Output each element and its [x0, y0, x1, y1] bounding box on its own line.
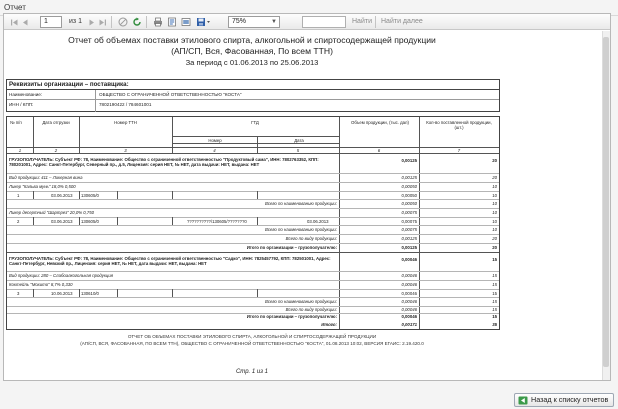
- chevron-down-icon: ▼: [271, 19, 277, 25]
- shipments-table: [6, 116, 500, 322]
- product-total-label: Всего по наименованию продукции:: [264, 299, 337, 304]
- divider: [7, 99, 499, 100]
- org-total-volume: 0,00125: [401, 245, 417, 250]
- product-kind-row: Вид продукции: 411 – Ликерная вина: [9, 175, 83, 180]
- window-title: Отчет: [4, 3, 26, 12]
- divider: [7, 89, 499, 90]
- col-divider: [79, 289, 80, 297]
- product-name-qty: 10: [492, 184, 497, 189]
- col-header-qty: Кол-во поставленной продукции, (шт.): [426, 120, 492, 130]
- org-total-label: Итого по организации – грузополучателю:: [246, 245, 337, 250]
- find-button[interactable]: Найти: [352, 18, 372, 25]
- stop-icon[interactable]: [117, 16, 128, 28]
- report-subtitle: (АП/СП, Вся, Фасованная, По всем ТТН): [171, 46, 333, 56]
- col-divider: [419, 321, 420, 329]
- shipment-qty: 10: [492, 193, 497, 198]
- col-header-volume: Объем продукции, (тыс. дал): [351, 120, 409, 125]
- product-name-qty: 15: [492, 282, 497, 287]
- product-total-qty: 15: [492, 299, 497, 304]
- product-total-volume: 0,00050: [401, 201, 417, 206]
- scrollbar-thumb[interactable]: [603, 37, 609, 367]
- report-period: За период с 01.06.2013 по 25.06.2013: [185, 58, 319, 67]
- col-divider: [117, 217, 118, 225]
- col-divider: [339, 153, 340, 321]
- next-page-icon[interactable]: [86, 16, 96, 28]
- print-icon[interactable]: [152, 16, 163, 28]
- col-number: 3: [124, 148, 127, 153]
- shipment-date: 03.06.2013: [51, 219, 73, 224]
- consignee-row: ГРУЗОПОЛУЧАТЕЛЬ: Субъект РФ: 78, Наименование: Общество с ограниченной ответственностью "Продуктовый сама", ИНН: 7802763352, КПП: 780201001, Адрес: Санкт-Петербург, Северный пр., д.5, Лицензия: серия НЕТ, № НЕТ, дата выдачи: НЕТ, выдана: НЕТ: [9, 157, 319, 167]
- col-divider: [172, 191, 173, 199]
- product-name-row: Ликер десертный "Шартрез" 20,0% 0,750: [9, 210, 95, 215]
- product-name-volume: 0,00050: [401, 184, 417, 189]
- kind-total-qty: 15: [492, 307, 497, 312]
- shipment-volume: 0,00075: [401, 219, 417, 224]
- report-footer-line2: (АП/СП, ВСЯ, ФАСОВАННАЯ, ПО ВСЕМ ТТН), ОБЩЕСТВО С ОГРАНИЧЕННОЙ ОТВЕТСТВЕННОСТЬЮ "КОСТА", 01.08.2013 10:02, ВЕРСИЯ ЕГАИС: 2.19.420.0: [80, 341, 424, 346]
- product-total-qty: 10: [492, 201, 497, 206]
- col-divider: [117, 191, 118, 199]
- row-divider: [7, 225, 499, 226]
- supplier-inn-value: 7802190422 / 784601001: [99, 102, 152, 107]
- row-divider: [172, 143, 339, 144]
- report-title: Отчет об объемах поставки этилового спирта, алкогольной и спиртосодержащей продукции: [68, 35, 436, 45]
- shipment-num: 1: [17, 193, 20, 198]
- consignee-qty: 20: [492, 158, 497, 163]
- supplier-inn-label: ИНН / КПП:: [9, 102, 34, 107]
- col-header-ttn: Номер ТТН: [114, 120, 137, 125]
- col-number: 5: [296, 148, 300, 153]
- kind-total-label: Всего по виду продукции:: [285, 307, 337, 312]
- divider: [95, 90, 96, 112]
- row-divider: [172, 136, 339, 137]
- col-divider: [172, 217, 173, 225]
- col-divider: [257, 217, 258, 225]
- col-number: 1: [18, 148, 22, 153]
- col-divider: [33, 191, 34, 199]
- shipment-gtd-date: 03.06.2013: [307, 219, 329, 224]
- col-header-date: Дата отгрузки: [42, 120, 70, 125]
- col-divider: [172, 289, 173, 297]
- page-setup-icon[interactable]: [180, 16, 191, 28]
- print-layout-icon[interactable]: [166, 16, 177, 28]
- shipment-qty: 15: [492, 291, 497, 296]
- zoom-value: 75%: [232, 18, 247, 25]
- col-divider: [257, 289, 258, 297]
- product-kind-row: Вид продукции: 280 – Слабоалкогольная продукция: [9, 273, 114, 278]
- col-divider: [419, 153, 420, 321]
- product-total-label: Всего по наименованию продукции:: [264, 227, 337, 232]
- consignee-volume: 0,00125: [401, 158, 417, 163]
- shipment-ttn: 130605/0: [81, 219, 99, 224]
- search-input[interactable]: [302, 16, 346, 28]
- row-divider: [7, 280, 499, 281]
- page-count-label: из 1: [69, 18, 82, 25]
- col-header-num: № п/п: [10, 120, 22, 125]
- zoom-select[interactable]: [228, 16, 280, 28]
- col-divider: [339, 321, 340, 329]
- row-divider: [7, 173, 499, 174]
- col-number: 4: [213, 148, 216, 153]
- report-footer-line1: ОТЧЕТ ОБ ОБЪЕМАХ ПОСТАВКИ ЭТИЛОВОГО СПИРТА, АЛКОГОЛЬНОЙ И СПИРТОСОДЕРЖАЩЕЙ ПРОДУКЦИИ: [127, 334, 377, 339]
- first-page-icon[interactable]: [9, 16, 19, 28]
- col-header-gtd-number: Номер: [208, 138, 222, 143]
- col-divider: [33, 217, 34, 225]
- supplier-details: [6, 79, 500, 112]
- grand-total-volume: 0,00171: [401, 322, 417, 327]
- back-to-reports-button[interactable]: [514, 393, 614, 407]
- row-divider: [7, 243, 499, 244]
- prev-page-icon[interactable]: [20, 16, 30, 28]
- product-kind-volume: 0,00046: [401, 273, 417, 278]
- shipment-num: 3: [17, 291, 20, 296]
- consignee-qty: 15: [492, 257, 497, 262]
- org-total-label: Итого по организации – грузополучателю:: [246, 314, 337, 319]
- row-divider: [7, 271, 499, 272]
- product-name-volume: 0,00075: [401, 210, 417, 215]
- shipment-date: 03.06.2013: [51, 193, 73, 198]
- row-divider: [7, 252, 499, 253]
- product-total-qty: 10: [492, 227, 497, 232]
- page-indicator: Стр. 1 из 1: [235, 369, 269, 375]
- row-divider: [7, 289, 499, 290]
- product-total-volume: 0,00046: [401, 299, 417, 304]
- row-divider: [7, 234, 499, 235]
- last-page-icon[interactable]: [97, 16, 107, 28]
- kind-total-volume: 0,00046: [401, 307, 417, 312]
- shipment-ttn: 130610/0: [81, 291, 99, 296]
- product-name-row: Коктейль "Мохито" 8,7% 0,330: [9, 282, 73, 287]
- product-kind-volume: 0,00125: [401, 175, 417, 180]
- col-divider: [79, 217, 80, 225]
- toolbar-separator: [375, 16, 376, 28]
- product-total-label: Всего по наименованию продукции:: [264, 201, 337, 206]
- org-total-qty: 20: [492, 245, 497, 250]
- supplier-name-label: Наименование:: [9, 92, 43, 97]
- col-divider: [79, 191, 80, 199]
- product-name-volume: 0,00046: [401, 282, 417, 287]
- grand-total-qty: 35: [492, 322, 497, 327]
- shipment-num: 2: [17, 219, 20, 224]
- refresh-icon[interactable]: [131, 16, 142, 28]
- supplier-name-value: ОБЩЕСТВО С ОГРАНИЧЕННОЙ ОТВЕТСТВЕННОСТЬЮ "КОСТА": [99, 92, 242, 97]
- shipment-qty: 10: [492, 219, 497, 224]
- product-total-volume: 0,00075: [401, 227, 417, 232]
- shipment-ttn: 130605/0: [81, 193, 99, 198]
- back-button-label: Назад к списку отчетов: [531, 395, 609, 404]
- product-name-row: Ликер "Кальва мунь" 18,0% 0,500: [9, 184, 76, 189]
- row-divider: [7, 199, 499, 200]
- find-next-button[interactable]: Найти далее: [381, 18, 423, 25]
- back-arrow-icon: [518, 396, 528, 405]
- row-divider: [7, 153, 499, 154]
- vertical-scrollbar[interactable]: [602, 31, 610, 380]
- row-divider: [7, 191, 499, 192]
- org-total-qty: 15: [492, 314, 497, 319]
- page-number-input[interactable]: 1: [40, 16, 62, 28]
- col-divider: [117, 289, 118, 297]
- shipment-volume: 0,00050: [401, 193, 417, 198]
- col-header-gtd-date: Дата: [294, 138, 304, 143]
- col-divider: [257, 191, 258, 199]
- grand-total-row: [6, 321, 500, 330]
- col-number: 2: [54, 148, 58, 153]
- report-toolbar: [4, 14, 610, 30]
- row-divider: [7, 182, 499, 183]
- shipment-date: 10.06.2013: [51, 291, 73, 296]
- col-number: 6: [377, 148, 381, 153]
- col-number: 7: [457, 148, 461, 153]
- product-kind-qty: 15: [492, 273, 497, 278]
- export-save-icon[interactable]: [195, 16, 211, 28]
- supplier-header: Реквизиты организации – поставщика:: [9, 81, 129, 88]
- product-kind-qty: 20: [492, 175, 497, 180]
- grand-total-label: Итого:: [321, 322, 337, 327]
- row-divider: [7, 217, 499, 218]
- report-viewer: [3, 13, 611, 381]
- toolbar-separator: [111, 16, 112, 28]
- consignee-row: ГРУЗОПОЛУЧАТЕЛЬ: Субъект РФ: 78, Наименование: Общество с ограниченной ответственностью "Садко", ИНН: 7825457792, КПП: 782501001, Адрес: Санкт-Петербург, Невский пр., Лицензия: серия НЕТ, № НЕТ, дата выдачи: НЕТ, выдана: НЕТ: [9, 256, 331, 266]
- shipment-volume: 0,00046: [401, 291, 417, 296]
- shipment-gtd-number: ??????????/130605/???????0: [187, 219, 247, 224]
- row-divider: [7, 208, 499, 209]
- report-content: [4, 31, 610, 380]
- org-total-volume: 0,00046: [401, 314, 417, 319]
- kind-total-label: Всего по виду продукции:: [285, 236, 337, 241]
- product-name-qty: 10: [492, 210, 497, 215]
- kind-total-volume: 0,00125: [401, 236, 417, 241]
- col-header-gtd: ГТД: [251, 120, 259, 125]
- toolbar-separator: [146, 16, 147, 28]
- row-divider: [7, 297, 499, 298]
- kind-total-qty: 20: [492, 236, 497, 241]
- col-divider: [33, 289, 34, 297]
- consignee-volume: 0,00046: [401, 257, 417, 262]
